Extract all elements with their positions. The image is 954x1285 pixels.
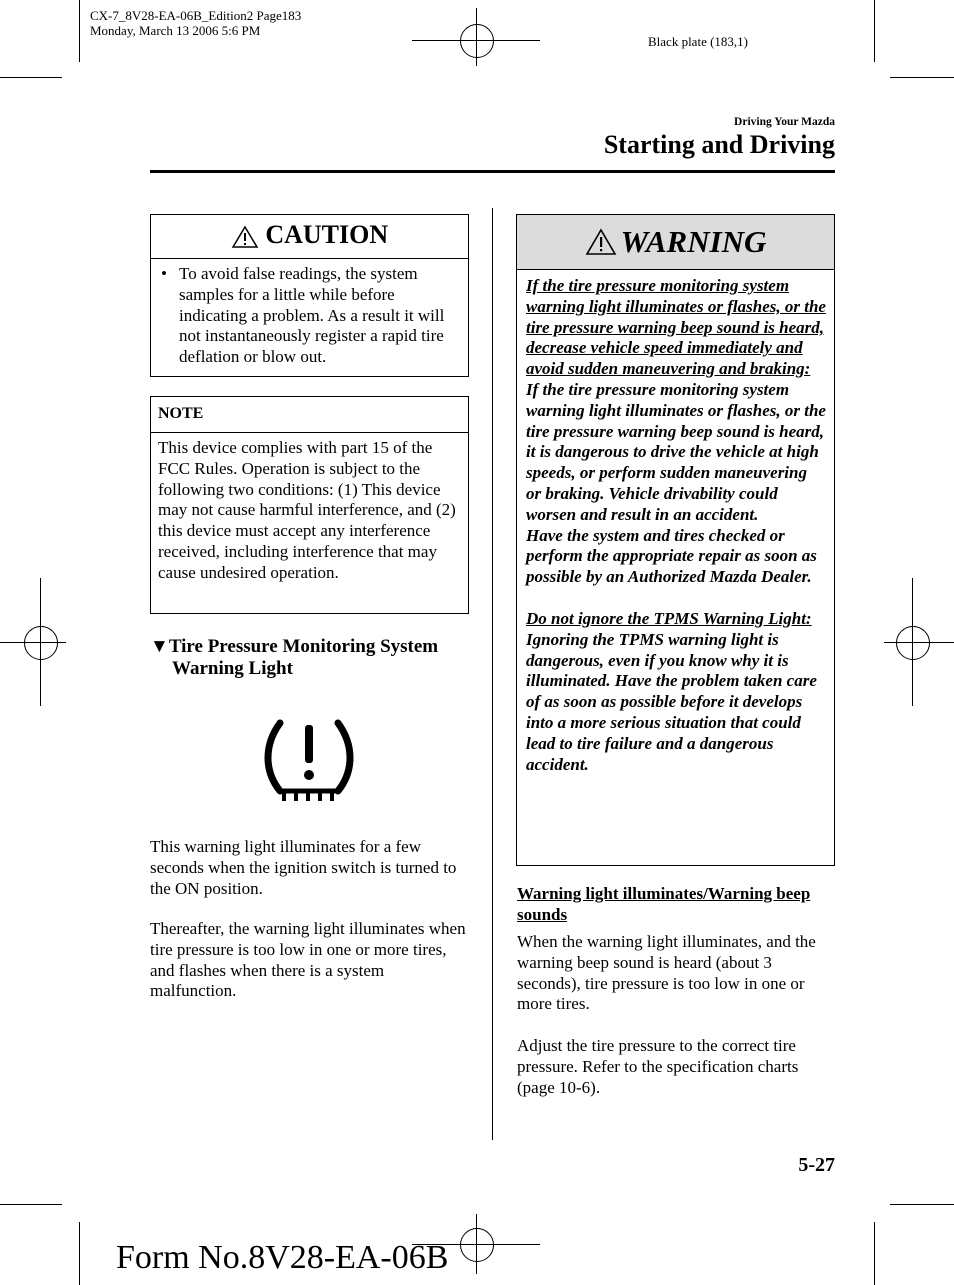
plate-label: Black plate (183,1) (648, 34, 748, 49)
note-body: This device complies with part 15 of the FCC Rules. Operation is subject to the following two conditions: (1) This device may not cause harmful interference, and (2) this device must accept any interference received, including interference that may cause undesired operation. (158, 438, 456, 582)
warning-box (516, 214, 835, 866)
illuminates-heading: Warning light illuminates/Warning beep sounds (517, 884, 811, 924)
illuminates-para-2: Adjust the tire pressure to the correct tire pressure. Refer to the specification charts (page 10-6). (517, 1036, 799, 1097)
title-line-1: Tire Pressure Monitoring System (168, 636, 439, 657)
warning-content (517, 270, 834, 775)
tpms-para-1: This warning light illuminates for a few seconds when the ignition switch is turned to the ON position. (150, 837, 457, 898)
form-number: Form No.8V28-EA-06B (116, 1239, 449, 1276)
header-rule (150, 170, 835, 173)
caution-title: CAUTION (265, 220, 389, 249)
warning-body-2: Have the system and tires checked or perform the appropriate repair as soon as possible by an Authorized Mazda Dealer. (526, 525, 817, 587)
warning-triangle-icon (585, 228, 617, 256)
print-meta (90, 8, 301, 38)
list-item: • To avoid false readings, the system samples for a little while before indicating a problem. As a result it will not instantaneously register a rapid tire deflation or blow out. (151, 264, 460, 368)
date-line: Monday, March 13 2006 5:6 PM (90, 23, 261, 38)
caution-header (151, 215, 468, 259)
tpms-warning-icon (262, 715, 356, 805)
file-line: CX-7_8V28-EA-06B_Edition2 Page183 (90, 8, 302, 23)
chapter-title: Starting and Driving (603, 130, 835, 159)
warning-body-3: Ignoring the TPMS warning light is dangerous, even if you know why it is illuminated. Have the problem taken care of as soon as possible before it develops into a more serious situation that could lead to tire failure and a dangerous accident. (526, 629, 817, 774)
section-label: Driving Your Mazda (734, 116, 835, 128)
warning-heading-2: Do not ignore the TPMS Warning Light: (526, 608, 812, 628)
caution-list (151, 259, 468, 368)
column-divider (492, 208, 493, 1140)
note-box (150, 396, 469, 614)
page-number: 5-27 (798, 1154, 835, 1176)
title-line-2: Warning Light (172, 658, 293, 679)
note-title: NOTE (151, 397, 468, 433)
caution-box (150, 214, 469, 377)
section-marker: ▼ (150, 636, 169, 657)
tpms-section-title (150, 636, 480, 680)
tpms-para-2: Thereafter, the warning light illuminates when tire pressure is too low in one or more tires, and flashes when there is a system malfunction. (150, 919, 466, 1001)
warning-heading-1: If the tire pressure monitoring system warning light illuminates or flashes, or the tire pressure warning beep sound is heard, decrease vehicle speed immediately and avoid sudden maneuvering and braking: (526, 276, 826, 379)
warning-triangle-icon (231, 225, 259, 249)
warning-body-1: If the tire pressure monitoring system warning light illuminates or flashes, or the tire pressure warning beep sound is heard, it is dangerous to drive the vehicle at high speeds, or perform sudden maneuvering or braking. Vehicle drivability could worsen and result in an accident. (526, 379, 826, 524)
illuminates-para-1: When the warning light illuminates, and the warning beep sound is heard (about 3 seconds), tire pressure is too low in one or more tires. (517, 932, 816, 1014)
warning-header (517, 215, 834, 270)
warning-title: WARNING (620, 224, 767, 259)
